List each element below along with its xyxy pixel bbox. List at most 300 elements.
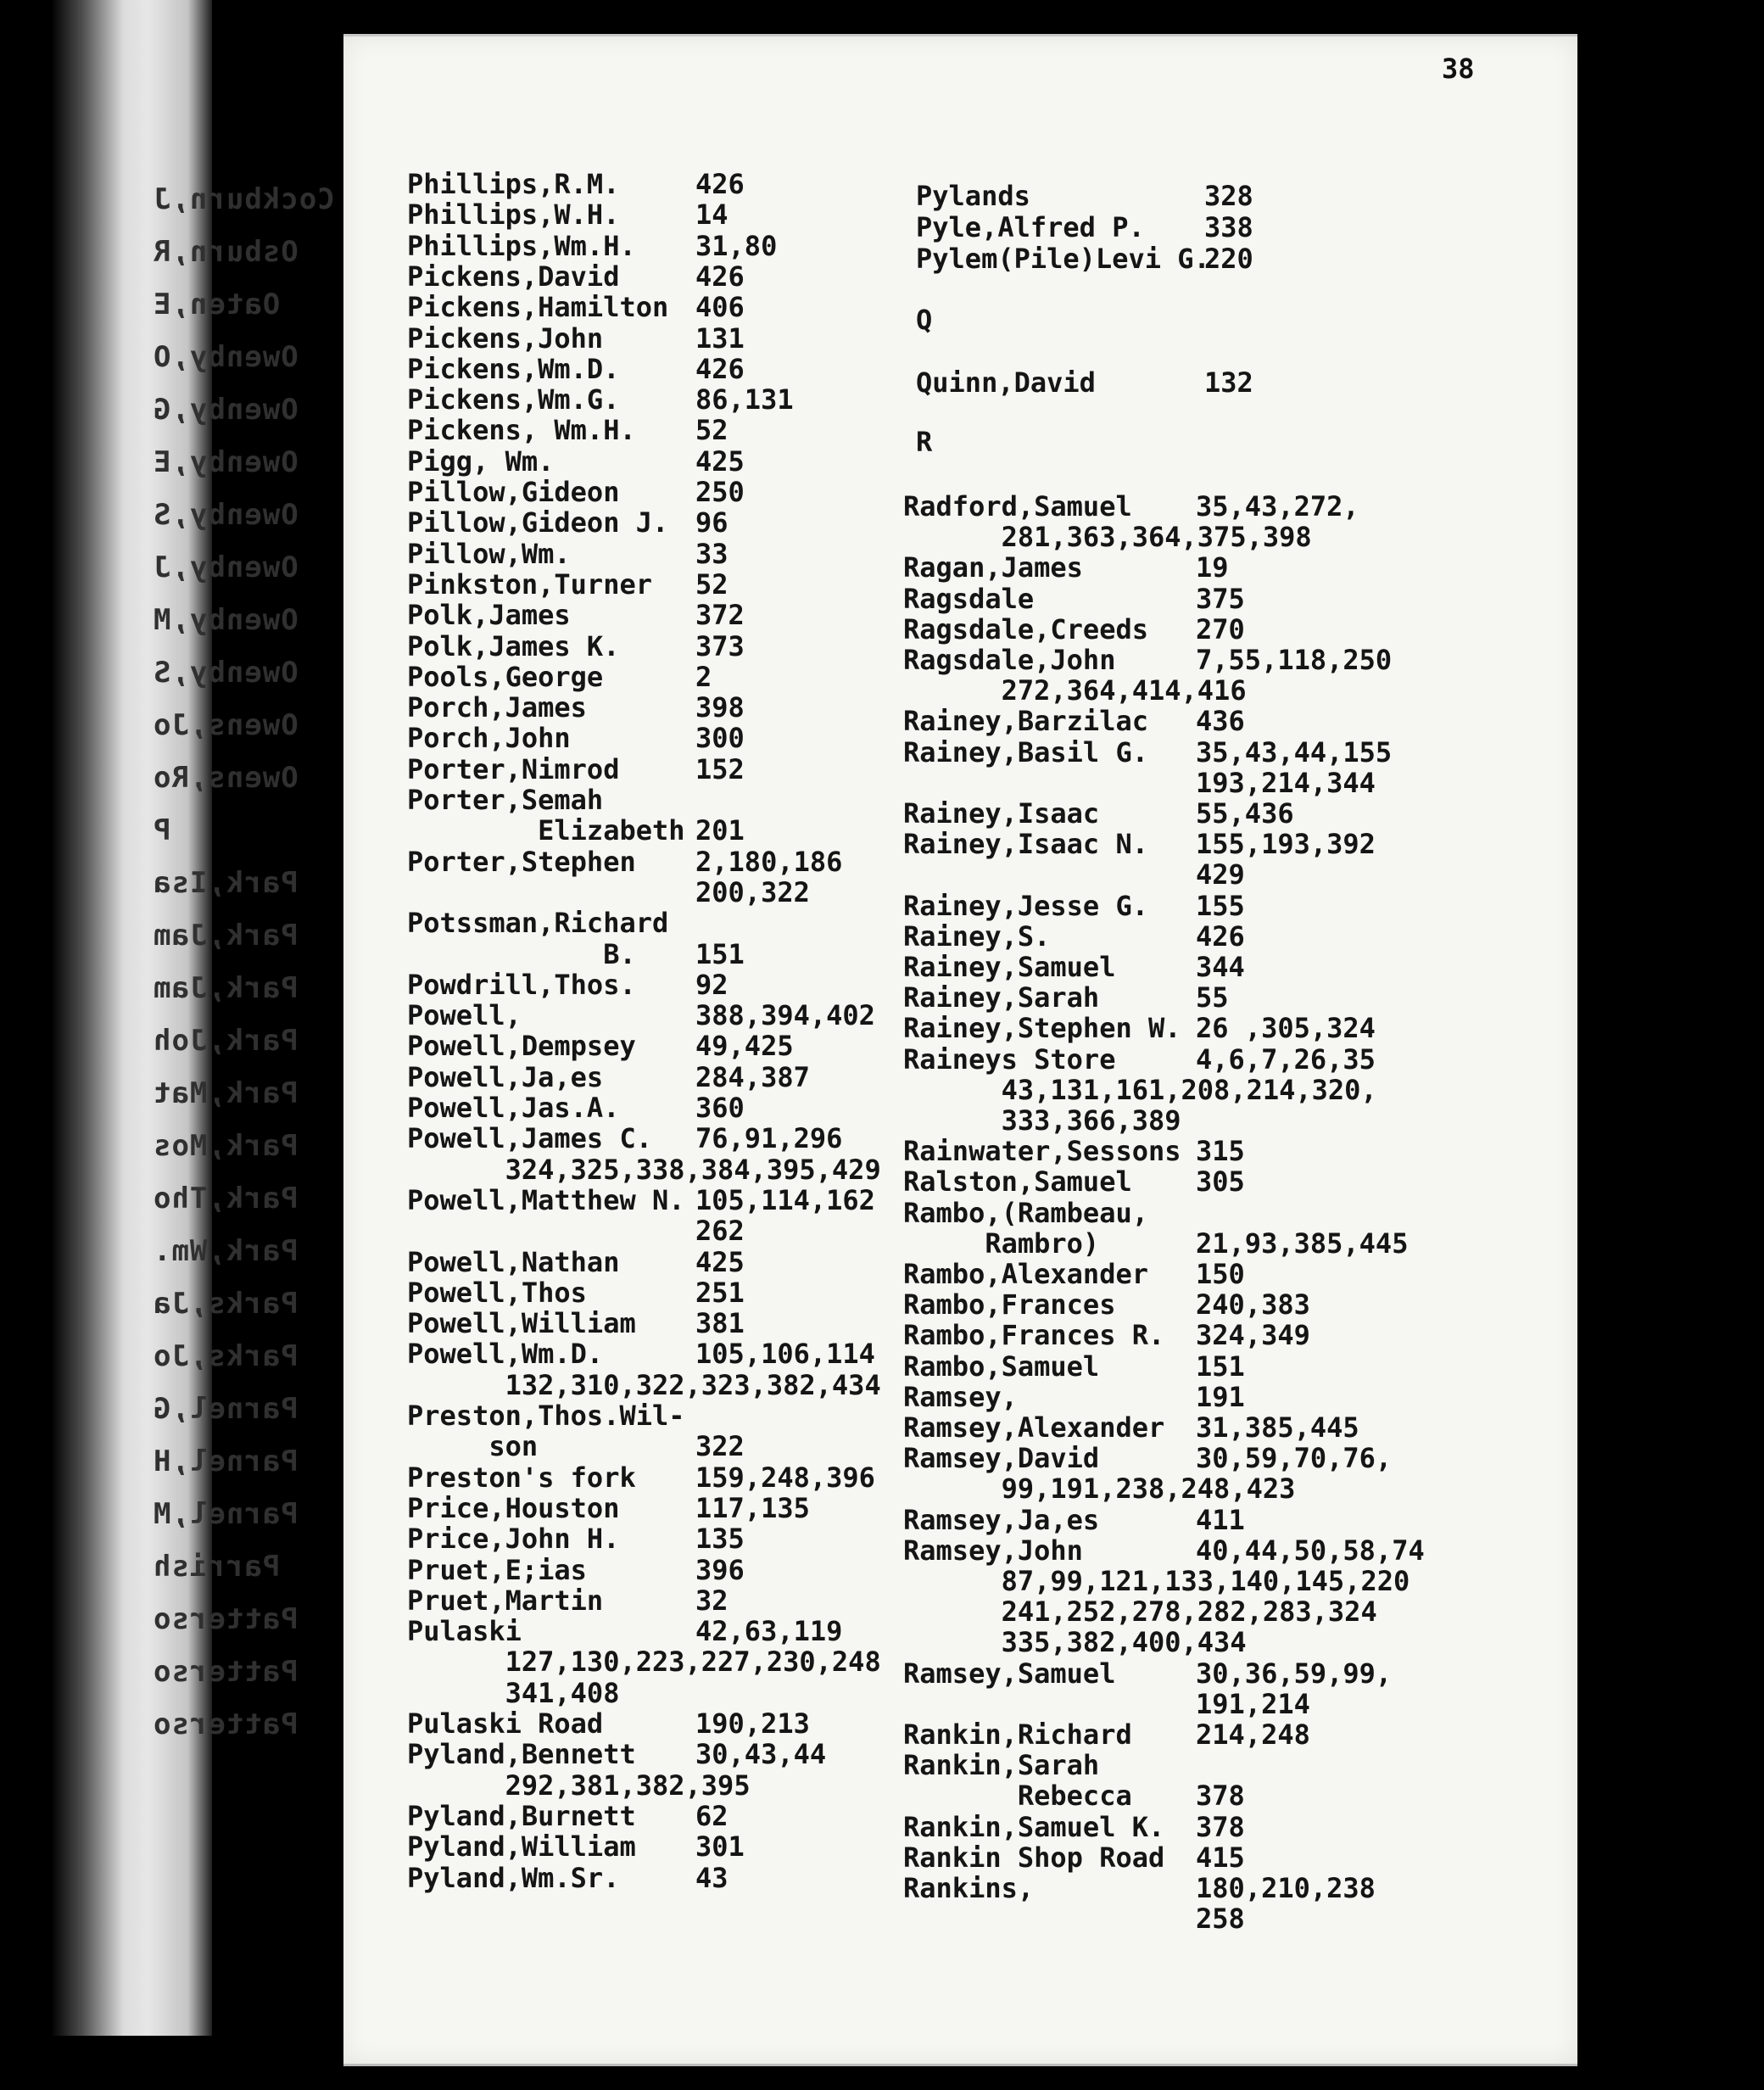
entry-name: B. <box>407 937 636 970</box>
entry-pages: 378 <box>1196 1810 1245 1843</box>
entry-pages: 250 <box>695 476 745 508</box>
ghost-text: Park,Wm. <box>153 1234 299 1268</box>
index-entry <box>916 180 1253 212</box>
entry-pages: 373 <box>695 629 745 662</box>
entry-name: Pickens,John <box>407 321 604 355</box>
index-entry <box>407 229 778 262</box>
entry-name: Rainey,Barzilac <box>903 705 1148 738</box>
index-entry <box>903 582 1245 615</box>
index-entry <box>407 1122 843 1155</box>
entry-name: Ragan,James <box>903 551 1083 584</box>
entry-name: Rainey,Jesse G. <box>903 889 1148 922</box>
index-entry <box>903 735 1393 768</box>
entry-pages: 193,214,344 <box>1196 766 1376 799</box>
index-entry <box>407 1677 619 1709</box>
ghost-text: Osburn,R <box>153 235 299 269</box>
index-entry <box>407 1799 728 1832</box>
index-entry <box>407 383 794 416</box>
entry-name: 292,381,382,395 <box>407 1769 751 1802</box>
index-entry <box>916 243 1253 275</box>
index-entry <box>903 1074 1377 1106</box>
entry-name: 99,191,238,248,423 <box>903 1472 1296 1506</box>
ghost-text: Park,Tho <box>153 1182 299 1215</box>
index-entry <box>903 1472 1295 1505</box>
entry-pages: 300 <box>695 722 745 755</box>
entry-pages: 200,322 <box>695 875 810 908</box>
index-entry <box>903 1626 1247 1658</box>
ghost-text: Oaten,E <box>153 288 281 321</box>
index-entry <box>903 1503 1245 1536</box>
entry-pages: 425 <box>695 1245 745 1278</box>
entry-pages: 155,193,392 <box>1196 828 1376 861</box>
entry-pages: 151 <box>695 937 745 970</box>
index-entry <box>407 999 875 1032</box>
index-entry <box>903 1595 1377 1628</box>
index-entry <box>407 321 745 355</box>
entry-pages: 52 <box>695 414 728 447</box>
index-entry <box>407 1646 881 1678</box>
page-number: 38 <box>1442 53 1475 85</box>
entry-pages: 26 ,305,324 <box>1196 1012 1376 1045</box>
ghost-text: Patterso <box>153 1602 299 1636</box>
index-entry <box>407 1245 745 1278</box>
entry-name: Pyland,Burnett <box>407 1799 636 1832</box>
entry-name: Rebecca <box>903 1780 1132 1813</box>
entry-name: Ramsey,David <box>903 1442 1100 1475</box>
index-entry <box>903 490 1359 522</box>
index-entry <box>903 1780 1245 1813</box>
entry-pages: 324,349 <box>1196 1319 1310 1352</box>
entry-name: Rainey,Sarah <box>903 981 1100 1014</box>
section-heading-q: Q <box>916 304 933 336</box>
entry-pages: 190,213 <box>695 1707 810 1740</box>
entry-pages: 415 <box>1196 1841 1245 1874</box>
index-entry <box>407 599 745 632</box>
index-entry <box>407 1030 794 1063</box>
entry-pages: 49,425 <box>695 1030 794 1063</box>
index-entry <box>903 1042 1376 1076</box>
entry-name: Pillow,Wm. <box>407 537 571 570</box>
entry-pages: 426 <box>695 352 745 385</box>
index-entry <box>903 1411 1359 1444</box>
entry-pages: 220 <box>1204 243 1253 275</box>
entry-pages: 42,63,119 <box>695 1615 843 1648</box>
entry-name: Preston,Thos.Wil- <box>407 1400 685 1432</box>
entry-pages: 344 <box>1196 951 1245 983</box>
entry-name: Rambo,Samuel <box>903 1350 1100 1383</box>
ghost-text: Owens,Ro <box>153 761 299 795</box>
entry-pages: 406 <box>695 291 745 324</box>
entry-pages: 86,131 <box>695 383 794 416</box>
entry-pages: 14 <box>695 198 728 232</box>
entry-pages: 30,43,44 <box>695 1738 827 1771</box>
entry-name: Porter,Nimrod <box>407 752 620 785</box>
entry-name: Pruet,Martin <box>407 1584 604 1617</box>
entry-name: Pools,George <box>407 660 604 693</box>
index-entry <box>407 1523 745 1556</box>
entry-name: Powell,Dempsey <box>407 1030 636 1063</box>
index-entry <box>903 1810 1245 1843</box>
index-entry <box>903 1380 1245 1413</box>
index-entry <box>407 784 603 816</box>
entry-name: Potssman,Richard <box>407 907 669 940</box>
entry-name: Rankin Shop Road <box>903 1841 1165 1874</box>
entry-name: Pickens, Wm.H. <box>407 414 636 447</box>
entry-pages: 360 <box>695 1092 745 1124</box>
entry-name: Pylands <box>916 180 1030 212</box>
ghost-text: Owenby,S <box>153 656 299 690</box>
entry-pages: 425 <box>695 444 745 478</box>
index-entry <box>903 1442 1393 1475</box>
entry-name: Powell,Nathan <box>407 1245 620 1278</box>
index-entry <box>407 1276 745 1309</box>
index-entry <box>903 521 1312 553</box>
index-entry <box>407 1400 685 1432</box>
entry-name: Powell,Ja,es <box>407 1060 604 1093</box>
entry-name: Powell, <box>407 999 522 1032</box>
entry-pages: 32 <box>695 1584 728 1617</box>
entry-name: Ragsdale,John <box>903 644 1116 676</box>
entry-pages: 150 <box>1196 1258 1245 1290</box>
index-entry <box>903 1872 1376 1904</box>
ghost-text: P <box>153 813 171 847</box>
entry-name: Rainey,Samuel <box>903 951 1116 983</box>
entry-pages: 396 <box>695 1553 745 1586</box>
entry-pages: 426 <box>695 260 745 293</box>
index-entry <box>903 644 1393 676</box>
entry-name: Porch,James <box>407 691 587 724</box>
index-entry <box>407 814 745 847</box>
entry-name: Rainey,Stephen W. <box>903 1012 1181 1045</box>
entry-pages: 240,383 <box>1196 1288 1310 1322</box>
entry-name: Pyland,Wm.Sr. <box>407 1861 620 1894</box>
index-entry <box>407 1430 745 1463</box>
index-entry <box>903 1749 1099 1781</box>
entry-pages: 251 <box>695 1276 745 1309</box>
index-entry <box>407 968 728 1001</box>
index-entry <box>407 444 745 478</box>
entry-name: Pickens,Hamilton <box>407 291 669 324</box>
entry-pages: 52 <box>695 567 728 601</box>
index-entry <box>407 1584 728 1617</box>
entry-name: Pickens,David <box>407 260 620 293</box>
entry-name: Pickens,Wm.G. <box>407 383 620 416</box>
index-entry <box>903 1565 1410 1597</box>
entry-name: Ramsey,Alexander <box>903 1411 1165 1444</box>
index-entry <box>407 1092 745 1124</box>
entry-name: 87,99,121,133,140,145,220 <box>903 1565 1410 1597</box>
entry-pages: 31,385,445 <box>1196 1411 1359 1444</box>
index-entry <box>407 476 745 508</box>
entry-name: Polk,James <box>407 599 571 632</box>
index-entry <box>903 797 1294 830</box>
entry-pages: 55,436 <box>1196 797 1294 830</box>
index-entry <box>407 1338 875 1371</box>
ghost-text: Owenby,E <box>153 445 299 479</box>
entry-name: Ramsey,Ja,es <box>903 1503 1100 1536</box>
ghost-text: Cockburn,J <box>153 182 335 216</box>
entry-pages: 43 <box>695 1861 728 1894</box>
entry-pages: 96 <box>695 506 728 539</box>
entry-name: Powell,Jas.A. <box>407 1092 620 1124</box>
ghost-text: Parks,Ja <box>153 1287 299 1321</box>
entry-pages: 322 <box>695 1430 745 1463</box>
index-entry <box>903 1104 1181 1137</box>
entry-name: 241,252,278,282,283,324 <box>903 1595 1377 1629</box>
entry-name: Rankin,Sarah <box>903 1749 1100 1782</box>
entry-name: Rambo,Frances R. <box>903 1319 1165 1352</box>
index-entry <box>407 1830 745 1864</box>
entry-pages: 426 <box>695 168 745 200</box>
entry-name: Powell,James C. <box>407 1122 652 1155</box>
entry-pages: 21,93,385,445 <box>1196 1227 1409 1260</box>
entry-name: Powell,Wm.D. <box>407 1338 604 1371</box>
index-entry <box>903 1657 1393 1690</box>
index-entry <box>407 1369 881 1401</box>
entry-name: Rambro) <box>903 1227 1100 1260</box>
entry-name: Ramsey,Samuel <box>903 1657 1116 1690</box>
entry-name: Radford,Samuel <box>903 490 1132 522</box>
entry-name: 335,382,400,434 <box>903 1626 1247 1659</box>
section-heading-r: R <box>916 426 933 458</box>
entry-pages: 117,135 <box>695 1491 810 1524</box>
index-entry <box>903 1718 1310 1751</box>
ghost-text: Parrish <box>153 1550 281 1584</box>
index-entry <box>407 1183 875 1216</box>
entry-pages: 159,248,396 <box>695 1461 875 1494</box>
ghost-text: Parnel,G <box>153 1392 299 1426</box>
entry-name: Pickens,Wm.D. <box>407 352 620 385</box>
index-entry <box>903 1258 1245 1290</box>
index-entry <box>407 937 745 970</box>
entry-name: Porch,John <box>407 722 571 755</box>
entry-name: Pyle,Alfred P. <box>916 211 1145 243</box>
entry-pages: 191,214 <box>1196 1687 1310 1720</box>
entry-name: Powell,William <box>407 1307 636 1340</box>
entry-name: Price,John H. <box>407 1523 620 1556</box>
index-entry <box>903 981 1229 1014</box>
entry-pages: 35,43,44,155 <box>1196 735 1393 768</box>
entry-name: Powell,Matthew N. <box>407 1183 685 1216</box>
index-entry <box>407 722 745 755</box>
entry-name: Phillips,R.M. <box>407 168 620 200</box>
entry-pages: 155 <box>1196 889 1245 922</box>
entry-name: Pylem(Pile)Levi G. <box>916 243 1210 275</box>
entry-pages: 30,36,59,99, <box>1196 1657 1393 1690</box>
entry-pages: 62 <box>695 1799 728 1832</box>
entry-name: Rainey,Basil G. <box>903 735 1148 768</box>
entry-pages: 258 <box>1196 1903 1245 1936</box>
entry-pages: 131 <box>695 321 745 355</box>
entry-name: Raineys Store <box>903 1042 1116 1076</box>
entry-pages: 338 <box>1204 211 1253 243</box>
ghost-text: Owens,Jo <box>153 708 299 742</box>
entry-pages: 426 <box>1196 919 1245 953</box>
index-entry <box>407 567 728 601</box>
entry-name: Powdrill,Thos. <box>407 968 636 1001</box>
ghost-text: Park,Joh <box>153 1024 299 1058</box>
index-entry <box>407 1154 881 1186</box>
entry-name: Ramsey,John <box>903 1534 1083 1567</box>
entry-name: Polk,James K. <box>407 629 620 662</box>
index-entry <box>407 691 745 724</box>
entry-pages: 375 <box>1196 582 1245 615</box>
index-entry <box>407 1861 728 1894</box>
entry-pages: 411 <box>1196 1503 1245 1536</box>
index-entry <box>407 168 745 200</box>
index-entry <box>407 1615 843 1648</box>
index-entry <box>407 1707 810 1740</box>
ghost-text: Parks,Jo <box>153 1339 299 1373</box>
entry-name: 333,366,389 <box>903 1104 1181 1137</box>
entry-pages: 284,387 <box>695 1060 810 1093</box>
entry-pages: 35,43,272, <box>1196 490 1359 522</box>
entry-name: Ramsey, <box>903 1380 1018 1413</box>
entry-pages: 30,59,70,76, <box>1196 1442 1393 1475</box>
index-entry <box>903 951 1245 983</box>
index-entry <box>903 551 1229 584</box>
entry-pages: 76,91,296 <box>695 1122 843 1155</box>
entry-name: 324,325,338,384,395,429 <box>407 1153 881 1186</box>
entry-name: 281,363,364,375,398 <box>903 521 1312 554</box>
entry-name: Pulaski <box>407 1615 522 1648</box>
entry-name: Rankin,Richard <box>903 1718 1132 1751</box>
entry-name: Pigg, Wm. <box>407 444 555 478</box>
entry-pages: 180,210,238 <box>1196 1872 1376 1904</box>
entry-name: 272,364,414,416 <box>903 674 1247 707</box>
index-entry <box>903 1534 1425 1567</box>
entry-name: Rankin,Samuel K. <box>903 1810 1165 1843</box>
entry-name: Pyland,Bennett <box>407 1738 636 1771</box>
entry-name: Ragsdale,Creeds <box>903 612 1148 645</box>
index-entry <box>407 1060 810 1093</box>
ghost-text: Patterso <box>153 1655 299 1689</box>
index-entry <box>407 845 843 878</box>
index-entry <box>903 889 1245 922</box>
index-entry <box>407 506 728 539</box>
index-entry <box>407 1491 810 1524</box>
entry-name: 341,408 <box>407 1676 620 1709</box>
entry-pages: 105,114,162 <box>695 1183 875 1216</box>
ghost-text: Owenby,M <box>153 603 299 637</box>
entry-pages: 135 <box>695 1523 745 1556</box>
ghost-text: Parnel,H <box>153 1445 299 1478</box>
entry-pages: 328 <box>1204 180 1253 212</box>
entry-pages: 2 <box>695 660 712 693</box>
entry-pages: 315 <box>1196 1135 1245 1168</box>
index-entry <box>407 660 712 693</box>
entry-name: Pyland,William <box>407 1830 636 1864</box>
index-entry <box>903 1012 1376 1045</box>
index-entry <box>903 1288 1310 1322</box>
entry-name: Pinkston,Turner <box>407 567 652 601</box>
entry-pages: 305 <box>1196 1165 1245 1199</box>
index-entry <box>903 1841 1245 1874</box>
index-entry <box>407 352 745 385</box>
index-entry <box>903 828 1376 861</box>
index-entry <box>903 1165 1245 1199</box>
ghost-text: Owenby,S <box>153 498 299 532</box>
entry-name: Pulaski Road <box>407 1707 604 1740</box>
entry-pages: 201 <box>695 814 745 847</box>
entry-name: Porter,Stephen <box>407 845 636 878</box>
entry-pages: 388,394,402 <box>695 999 875 1032</box>
entry-name: Powell,Thos <box>407 1276 587 1309</box>
ghost-text: Parnel,M <box>153 1497 299 1531</box>
entry-pages: 372 <box>695 599 745 632</box>
entry-name: Quinn,David <box>916 366 1096 399</box>
ghost-text: Patterso <box>153 1707 299 1741</box>
entry-name: Rainwater,Sessons <box>903 1135 1181 1168</box>
index-entry <box>903 1350 1245 1383</box>
index-entry <box>903 919 1245 953</box>
index-entry <box>903 1197 1148 1229</box>
entry-name: 43,131,161,208,214,320, <box>903 1073 1377 1106</box>
entry-name: Pillow,Gideon J. <box>407 506 669 539</box>
index-entry <box>407 752 745 785</box>
ghost-text: Park,Mat <box>153 1076 299 1110</box>
entry-name: Ralston,Samuel <box>903 1165 1132 1199</box>
entry-pages: 262 <box>695 1215 745 1248</box>
index-entry <box>407 1553 745 1586</box>
entry-name: Rambo,(Rambeau, <box>903 1196 1148 1229</box>
entry-pages: 31,80 <box>695 229 778 262</box>
ghost-text: Owenby,G <box>153 393 299 427</box>
entry-pages: 301 <box>695 1830 745 1864</box>
entry-pages: 152 <box>695 752 745 785</box>
ghost-text: Owenby,J <box>153 550 299 584</box>
entry-pages: 378 <box>1196 1780 1245 1813</box>
entry-pages: 19 <box>1196 551 1229 584</box>
ghost-text: Park,Mos <box>153 1129 299 1163</box>
entry-name: Ragsdale <box>903 582 1035 615</box>
entry-name: Rankins, <box>903 1872 1035 1904</box>
index-entry <box>407 260 745 293</box>
entry-pages: 2,180,186 <box>695 845 843 878</box>
index-entry <box>903 705 1245 738</box>
entry-pages: 4,6,7,26,35 <box>1196 1042 1376 1076</box>
index-entry <box>407 537 728 570</box>
index-entry <box>407 414 728 447</box>
index-entry <box>407 1461 875 1494</box>
index-entry <box>903 1135 1245 1168</box>
index-entry <box>407 1738 827 1771</box>
entry-name: Phillips,Wm.H. <box>407 229 636 262</box>
index-entry <box>903 1227 1409 1260</box>
ghost-text: Park,Isa <box>153 866 299 900</box>
entry-pages: 270 <box>1196 612 1245 645</box>
entry-name: son <box>407 1430 539 1463</box>
entry-name: Rainey,Isaac N. <box>903 828 1148 861</box>
index-entry <box>407 629 745 662</box>
entry-name: 132,310,322,323,382,434 <box>407 1368 881 1401</box>
entry-name: 127,130,223,227,230,248 <box>407 1646 881 1679</box>
index-entry <box>916 211 1253 243</box>
index-entry <box>916 366 1253 399</box>
index-entry <box>903 674 1247 707</box>
entry-name: Price,Houston <box>407 1491 620 1524</box>
entry-pages: 132 <box>1204 366 1253 399</box>
ghost-text: Owenby,O <box>153 340 299 374</box>
entry-name: Phillips,W.H. <box>407 198 620 232</box>
index-entry <box>407 1307 745 1340</box>
index-entry <box>407 1769 751 1802</box>
index-entry <box>903 612 1245 645</box>
entry-pages: 33 <box>695 537 728 570</box>
entry-name: Elizabeth <box>407 814 685 847</box>
entry-pages: 191 <box>1196 1380 1245 1413</box>
ghost-text: Park,Jam <box>153 919 299 953</box>
